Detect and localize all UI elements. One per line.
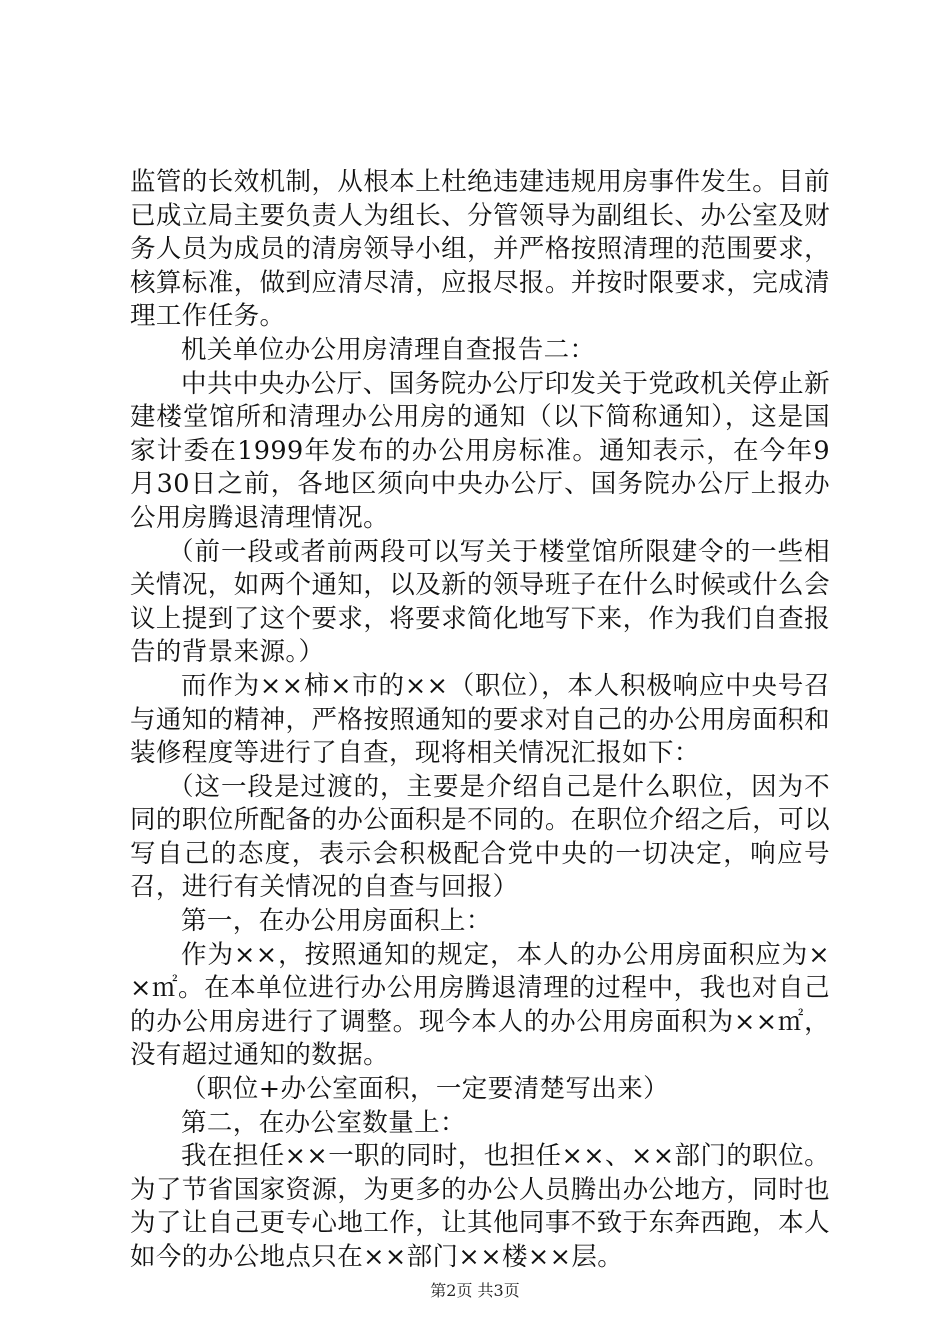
paragraph-position: 而作为××柿×市的××（职位），本人积极响应中央号召与通知的精神，严格按照通知的要求对自己的办公用房面积和装修程度等进行了自查，现将相关情况汇报如下： (130, 670, 830, 769)
paragraph-office-count: 我在担任××一职的同时，也担任××、××部门的职位。为了节省国家资源，为更多的办公人员腾出办公地方，同时也为了让自己更专心地工作，让其他同事不致于东奔西跑，本人如今的办公地点只在××部门××楼××层。 (130, 1141, 830, 1272)
paragraph-background: 中共中央办公厅、国务院办公厅印发关于党政机关停止新建楼堂馆所和清理办公用房的通知（以下简称通知），这是国家计委在1999年发布的办公用房标准。通知表示，在今年9月30日之前，各地区须向中央办公厅、国务院办公厅上报办公用房腾退清理情况。 (130, 368, 830, 533)
page-footer: 第2页 共3页 (430, 1281, 520, 1300)
subheading-office-count: 第二，在办公室数量上： (181, 1107, 466, 1138)
paragraph-note-background: （前一段或者前两段可以写关于楼堂馆所限建令的一些相关情况，如两个通知，以及新的领导班子在什么时候或什么会议上提到了这个要求，将要求简化地写下来，作为我们自查报告的背景来源。） (130, 536, 830, 668)
paragraph-note-transition: （这一段是过渡的，主要是介绍自己是什么职位，因为不同的职位所配备的办公面积是不同的。在职位介绍之后，可以写自己的态度，表示会积极配合党中央的一切决定，响应号召，进行有关情况的自查与回报） (130, 771, 830, 903)
section-heading: 机关单位办公用房清理自查报告二： (181, 334, 596, 365)
document-body (130, 166, 830, 1275)
subheading-area: 第一，在办公用房面积上： (181, 906, 492, 937)
paragraph-continuation: 监管的长效机制，从根本上杜绝违建违规用房事件发生。目前已成立局主要负责人为组长、分管领导为副组长、办公室及财务人员为成员的清房领导小组，并严格按照清理的范围要求，核算标准，做到应清尽清，应报尽报。并按时限要求，完成清理工作任务。 (130, 167, 830, 332)
paragraph-note-area: （职位+办公室面积，一定要清楚写出来） (181, 1074, 669, 1105)
paragraph-area: 作为××，按照通知的规定，本人的办公用房面积应为××㎡。在本单位进行办公用房腾退清理的过程中，我也对自己的办公用房进行了调整。现今本人的办公用房面积为××㎡，没有超过通知的数据。 (130, 939, 830, 1071)
